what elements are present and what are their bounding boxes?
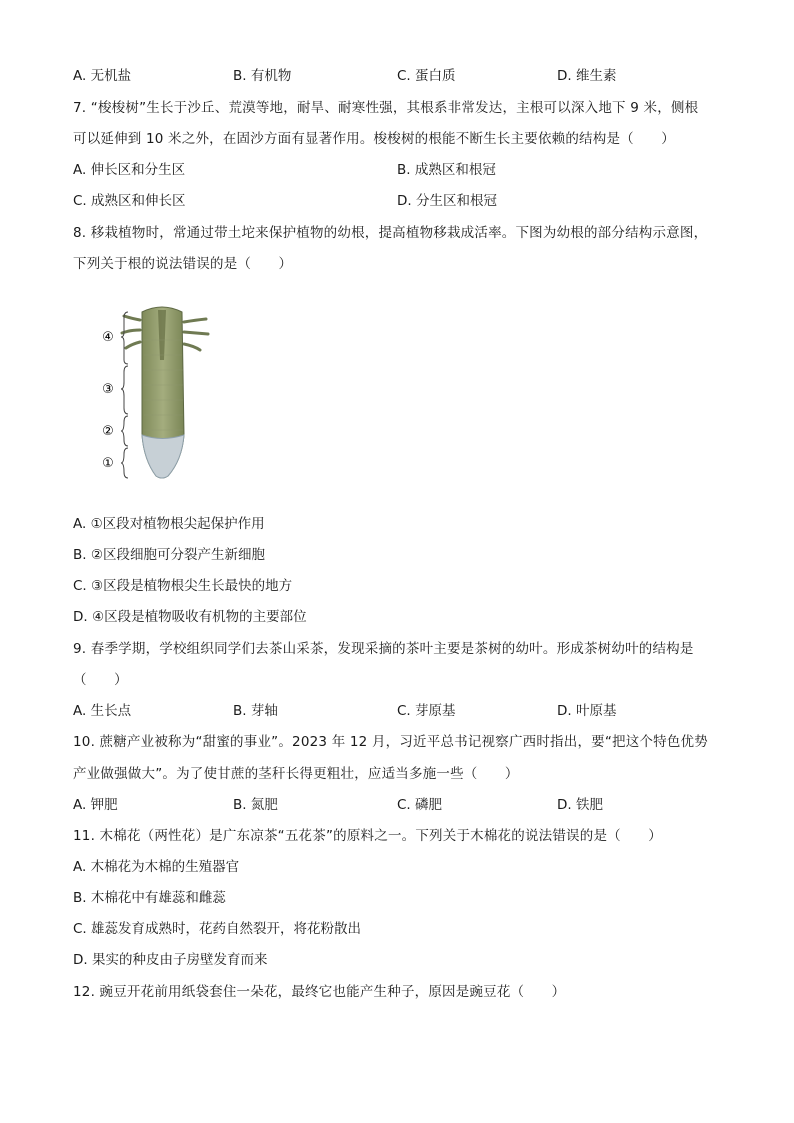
q10-stem-line2: 产业做强做大”。为了使甘蔗的茎秆长得更粗壮，应适当多施一些（ ） bbox=[73, 766, 519, 782]
q12-stem-line1: 12. 豌豆开花前用纸袋套住一朵花，最终它也能产生种子，原因是豌豆花（ ） bbox=[73, 984, 566, 1000]
label-region-1: ① bbox=[102, 456, 114, 471]
q8-stem-line2: 下列关于根的说法错误的是（ ） bbox=[73, 256, 293, 272]
q11-stem-line1: 11. 木棉花（两性花）是广东凉茶“五花茶”的原料之一。下列关于木棉花的说法错误的是（ ） bbox=[73, 828, 662, 844]
q8-option-c: C. ③区段是植物根尖生长最快的地方 bbox=[73, 578, 293, 594]
q10-stem-line1: 10. 蔗糖产业被称为“甜蜜的事业”。2023 年 12 月，习近平总书记视察广西时指出，要“把这个特色优势 bbox=[73, 734, 708, 750]
label-region-2: ② bbox=[102, 424, 114, 439]
q10-option-d: D. 铁肥 bbox=[557, 797, 603, 813]
q7-option-b: B. 成熟区和根冠 bbox=[397, 162, 496, 178]
q9-stem-line2: （ ） bbox=[73, 672, 128, 688]
q9-option-d: D. 叶原基 bbox=[557, 703, 617, 719]
q7-option-a: A. 伸长区和分生区 bbox=[73, 162, 186, 178]
q7-option-c: C. 成熟区和伸长区 bbox=[73, 193, 186, 209]
q10-option-c: C. 磷肥 bbox=[397, 797, 443, 813]
q10-option-b: B. 氮肥 bbox=[233, 797, 278, 813]
label-region-3: ③ bbox=[102, 382, 114, 397]
region-braces bbox=[121, 312, 128, 478]
q11-option-d: D. 果实的种皮由子房壁发育而来 bbox=[73, 952, 268, 968]
root-tip-diagram bbox=[96, 300, 226, 490]
q6-option-a: A. 无机盐 bbox=[73, 68, 132, 84]
q9-stem-line1: 9. 春季学期，学校组织同学们去茶山采茶，发现采摘的茶叶主要是茶树的幼叶。形成茶树幼叶的结构是 bbox=[73, 641, 694, 657]
label-region-4: ④ bbox=[102, 330, 114, 345]
q8-option-b: B. ②区段细胞可分裂产生新细胞 bbox=[73, 547, 265, 563]
q6-option-d: D. 维生素 bbox=[557, 68, 617, 84]
q7-stem-line1: 7. “梭梭树”生长于沙丘、荒漠等地，耐旱、耐寒性强，其根系非常发达，主根可以深入地下 9 米，侧根 bbox=[73, 100, 699, 116]
q6-option-b: B. 有机物 bbox=[233, 68, 292, 84]
q8-stem-line1: 8. 移栽植物时，常通过带土坨来保护植物的幼根，提高植物移栽成活率。下图为幼根的部分结构示意图， bbox=[73, 225, 708, 241]
q9-option-c: C. 芽原基 bbox=[397, 703, 456, 719]
q11-option-b: B. 木棉花中有雄蕊和雌蕊 bbox=[73, 890, 226, 906]
root-cap bbox=[142, 435, 184, 478]
q7-option-d: D. 分生区和根冠 bbox=[397, 193, 497, 209]
q11-option-c: C. 雄蕊发育成熟时，花药自然裂开，将花粉散出 bbox=[73, 921, 362, 937]
q8-option-a: A. ①区段对植物根尖起保护作用 bbox=[73, 516, 265, 532]
q9-option-b: B. 芽轴 bbox=[233, 703, 278, 719]
q11-option-a: A. 木棉花为木棉的生殖器官 bbox=[73, 859, 240, 875]
q7-stem-line2: 可以延伸到 10 米之外，在固沙方面有显著作用。梭梭树的根能不断生长主要依赖的结构是（ ） bbox=[73, 131, 675, 147]
q9-option-a: A. 生长点 bbox=[73, 703, 132, 719]
q10-option-a: A. 钾肥 bbox=[73, 797, 118, 813]
q8-option-d: D. ④区段是植物吸收有机物的主要部位 bbox=[73, 609, 307, 625]
q6-option-c: C. 蛋白质 bbox=[397, 68, 456, 84]
